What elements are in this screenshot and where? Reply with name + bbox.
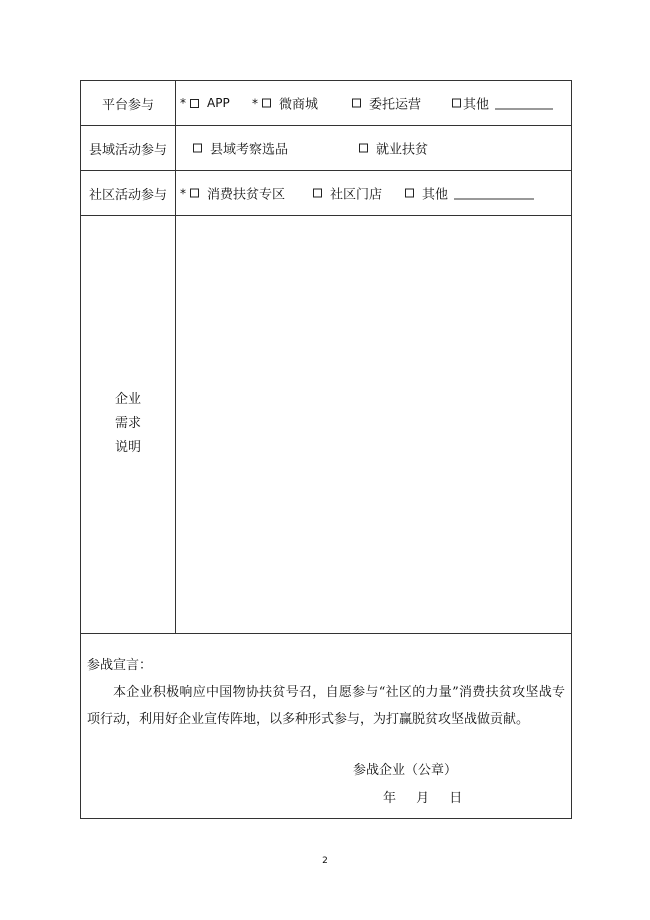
option-platform-other[interactable] bbox=[452, 94, 553, 113]
needs-description-row bbox=[81, 216, 571, 634]
county-activity-row bbox=[81, 126, 571, 171]
checkbox-entrusted-operation[interactable] bbox=[352, 99, 361, 108]
option-wechat-mall-label: 微商城 bbox=[279, 97, 319, 113]
option-entrusted-operation[interactable] bbox=[352, 94, 421, 113]
county-options bbox=[176, 126, 571, 170]
platform-participation-row bbox=[81, 81, 571, 126]
needs-description-label-cell bbox=[81, 216, 176, 633]
platform-participation-label: 平台参与 bbox=[81, 81, 176, 125]
option-platform-other-label: 其他 bbox=[463, 97, 490, 113]
needs-label-line-1: 企业 bbox=[114, 392, 141, 407]
option-county-inspection[interactable] bbox=[193, 139, 288, 158]
option-community-other[interactable] bbox=[405, 184, 534, 203]
community-activity-label: 社区活动参与 bbox=[81, 171, 176, 215]
option-entrusted-operation-label: 委托运营 bbox=[369, 97, 422, 113]
community-other-blank[interactable] bbox=[454, 187, 534, 200]
registration-form bbox=[80, 80, 572, 819]
option-app-label: APP bbox=[207, 96, 230, 110]
needs-description-field[interactable] bbox=[176, 216, 571, 633]
option-employment-aid-label: 就业扶贫 bbox=[376, 142, 429, 158]
option-community-store-label: 社区门店 bbox=[330, 187, 383, 203]
required-mark: * bbox=[180, 96, 186, 110]
required-mark: * bbox=[180, 186, 186, 200]
checkbox-county-inspection[interactable] bbox=[193, 144, 202, 153]
option-community-other-label: 其他 bbox=[422, 187, 449, 203]
community-activity-row bbox=[81, 171, 571, 216]
company-seal-label: 参战企业（公章） bbox=[353, 763, 458, 778]
platform-options bbox=[176, 81, 571, 125]
date-line: 年 月 日 bbox=[383, 791, 463, 806]
declaration-section bbox=[81, 634, 571, 820]
checkbox-wechat-mall[interactable] bbox=[262, 99, 271, 108]
page-number: 2 bbox=[322, 856, 328, 866]
checkbox-employment-aid[interactable] bbox=[359, 144, 368, 153]
county-activity-label: 县域活动参与 bbox=[81, 126, 176, 170]
required-mark: * bbox=[252, 96, 258, 110]
declaration-body: 本企业积极响应中国物协扶贫号召，自愿参与“社区的力量”消费扶贫攻坚战专项行动，利用好企业宣传阵地，以多种形式参与，为打赢脱贫攻坚战做贡献。 bbox=[87, 685, 565, 727]
option-consumption-zone-label: 消费扶贫专区 bbox=[207, 187, 286, 203]
declaration-title: 参战宣言： bbox=[87, 658, 153, 673]
option-wechat-mall[interactable] bbox=[252, 94, 318, 113]
checkbox-community-store[interactable] bbox=[313, 189, 322, 198]
needs-label-line-3: 说明 bbox=[114, 440, 141, 455]
checkbox-platform-other[interactable] bbox=[452, 99, 461, 108]
community-options bbox=[176, 171, 571, 215]
checkbox-consumption-zone[interactable] bbox=[190, 189, 199, 198]
option-employment-aid[interactable] bbox=[359, 139, 428, 158]
checkbox-app[interactable] bbox=[190, 99, 199, 108]
option-app[interactable] bbox=[180, 96, 230, 110]
option-county-inspection-label: 县域考察选品 bbox=[210, 142, 289, 158]
needs-description-label bbox=[81, 388, 175, 460]
needs-label-line-2: 需求 bbox=[114, 416, 141, 431]
platform-other-blank[interactable] bbox=[495, 97, 553, 110]
option-consumption-zone[interactable] bbox=[180, 184, 285, 203]
checkbox-community-other[interactable] bbox=[405, 189, 414, 198]
option-community-store[interactable] bbox=[313, 184, 382, 203]
